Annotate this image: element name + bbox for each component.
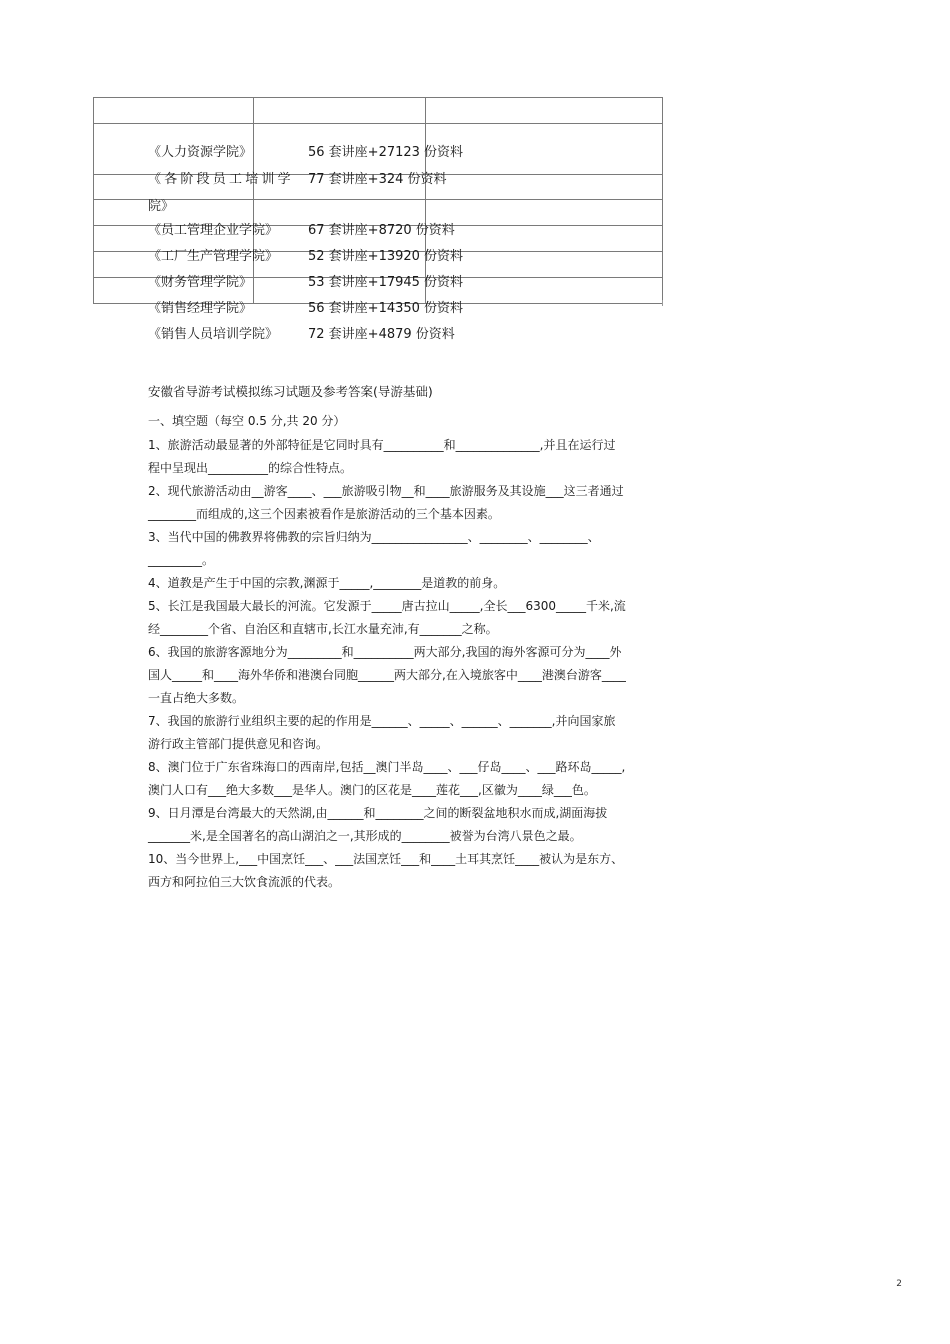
ad-row (148, 300, 463, 318)
ad-row-count: 67 套讲座+8720 份资料 (308, 223, 455, 238)
question-1: 1、旅游活动最显著的外部特征是它同时具有__________和______________,并且在运行过程中呈现出__________的综合性特点。 (148, 438, 616, 475)
grid-vline (93, 97, 94, 304)
ad-row-name: 《销售经理学院》 (148, 301, 253, 316)
ad-row-name: 《各阶段员工培训学 (148, 172, 294, 187)
ad-row-count: 72 套讲座+4879 份资料 (308, 327, 455, 342)
document-title: 安徽省导游考试模拟练习试题及参考答案(导游基础) (148, 384, 433, 399)
ad-row-count: 56 套讲座+27123 份资料 (308, 145, 464, 160)
ad-row-name: 《员工管理企业学院》 (148, 223, 279, 238)
question-2: 2、现代旅游活动由__游客____、___旅游吸引物__和____旅游服务及其设施___这三者通过________而组成的,这三个因素被看作是旅游活动的三个基本因素。 (148, 484, 624, 521)
ad-row-name: 《财务管理学院》 (148, 275, 253, 290)
ad-row (148, 248, 463, 266)
question-4: 4、道教是产生于中国的宗教,渊源于_____,________是道教的前身。 (148, 576, 506, 590)
ad-row (148, 326, 455, 344)
section-heading: 一、填空题（每空 0.5 分,共 20 分） (148, 414, 346, 428)
ad-row-count: 53 套讲座+17945 份资料 (308, 275, 464, 290)
question-5: 5、长江是我国最大最长的河流。它发源于_____唐古拉山_____,全长___6300_____千米,流经________个省、自治区和直辖市,长江水量充沛,有_______之称。 (148, 599, 626, 636)
question-9: 9、日月潭是台湾最大的天然湖,由______和________之间的断裂盆地积水而成,湖面海拔_______米,是全国著名的高山湖泊之一,其形成的________被誉为台湾八景色之最。 (148, 806, 608, 843)
table-corner-mark (662, 300, 666, 306)
question-7: 7、我国的旅游行业组织主要的起的作用是______、_____、______、_______,并向国家旅游行政主管部门提供意见和咨询。 (148, 714, 616, 751)
page-number: 2 (896, 1279, 902, 1289)
grid-hline (93, 199, 663, 200)
question-6: 6、我国的旅游客源地分为_________和__________两大部分,我国的海外客源可分为____外国人_____和____海外华侨和港澳台同胞______两大部分,在入境旅客中____港澳台游客____一直占绝大多数。 (148, 645, 626, 705)
ad-row (148, 144, 463, 162)
grid-vline (253, 97, 254, 304)
ad-row-wrap: 院》 (148, 199, 175, 214)
exam-document (148, 382, 626, 894)
ad-row-name: 《工厂生产管理学院》 (148, 249, 279, 264)
ad-row (148, 274, 463, 292)
grid-vline (662, 97, 663, 304)
ad-row-count: 77 套讲座+324 份资料 (308, 172, 447, 187)
ad-row-count: 52 套讲座+13920 份资料 (308, 249, 464, 264)
grid-hline (93, 123, 663, 124)
ad-row-name: 《销售人员培训学院》 (148, 327, 279, 342)
ad-row-count: 56 套讲座+14350 份资料 (308, 301, 464, 316)
ad-row (148, 222, 455, 240)
grid-hline (93, 97, 663, 98)
question-8: 8、澳门位于广东省珠海口的西南岸,包括__澳门半岛____、___仔岛____、___路环岛_____,澳门人口有___绝大多数___是华人。澳门的区花是____莲花___,区徽为____绿___色。 (148, 760, 626, 797)
grid-vline (425, 97, 426, 304)
ad-row (148, 171, 447, 189)
question-3: 3、当代中国的佛教界将佛教的宗旨归纳为________________、________、________、_________。 (148, 530, 600, 567)
ad-row-name: 《人力资源学院》 (148, 145, 253, 160)
question-10: 10、当今世界上,___中国烹饪___、___法国烹饪___和____土耳其烹饪____被认为是东方、西方和阿拉伯三大饮食流派的代表。 (148, 852, 624, 889)
